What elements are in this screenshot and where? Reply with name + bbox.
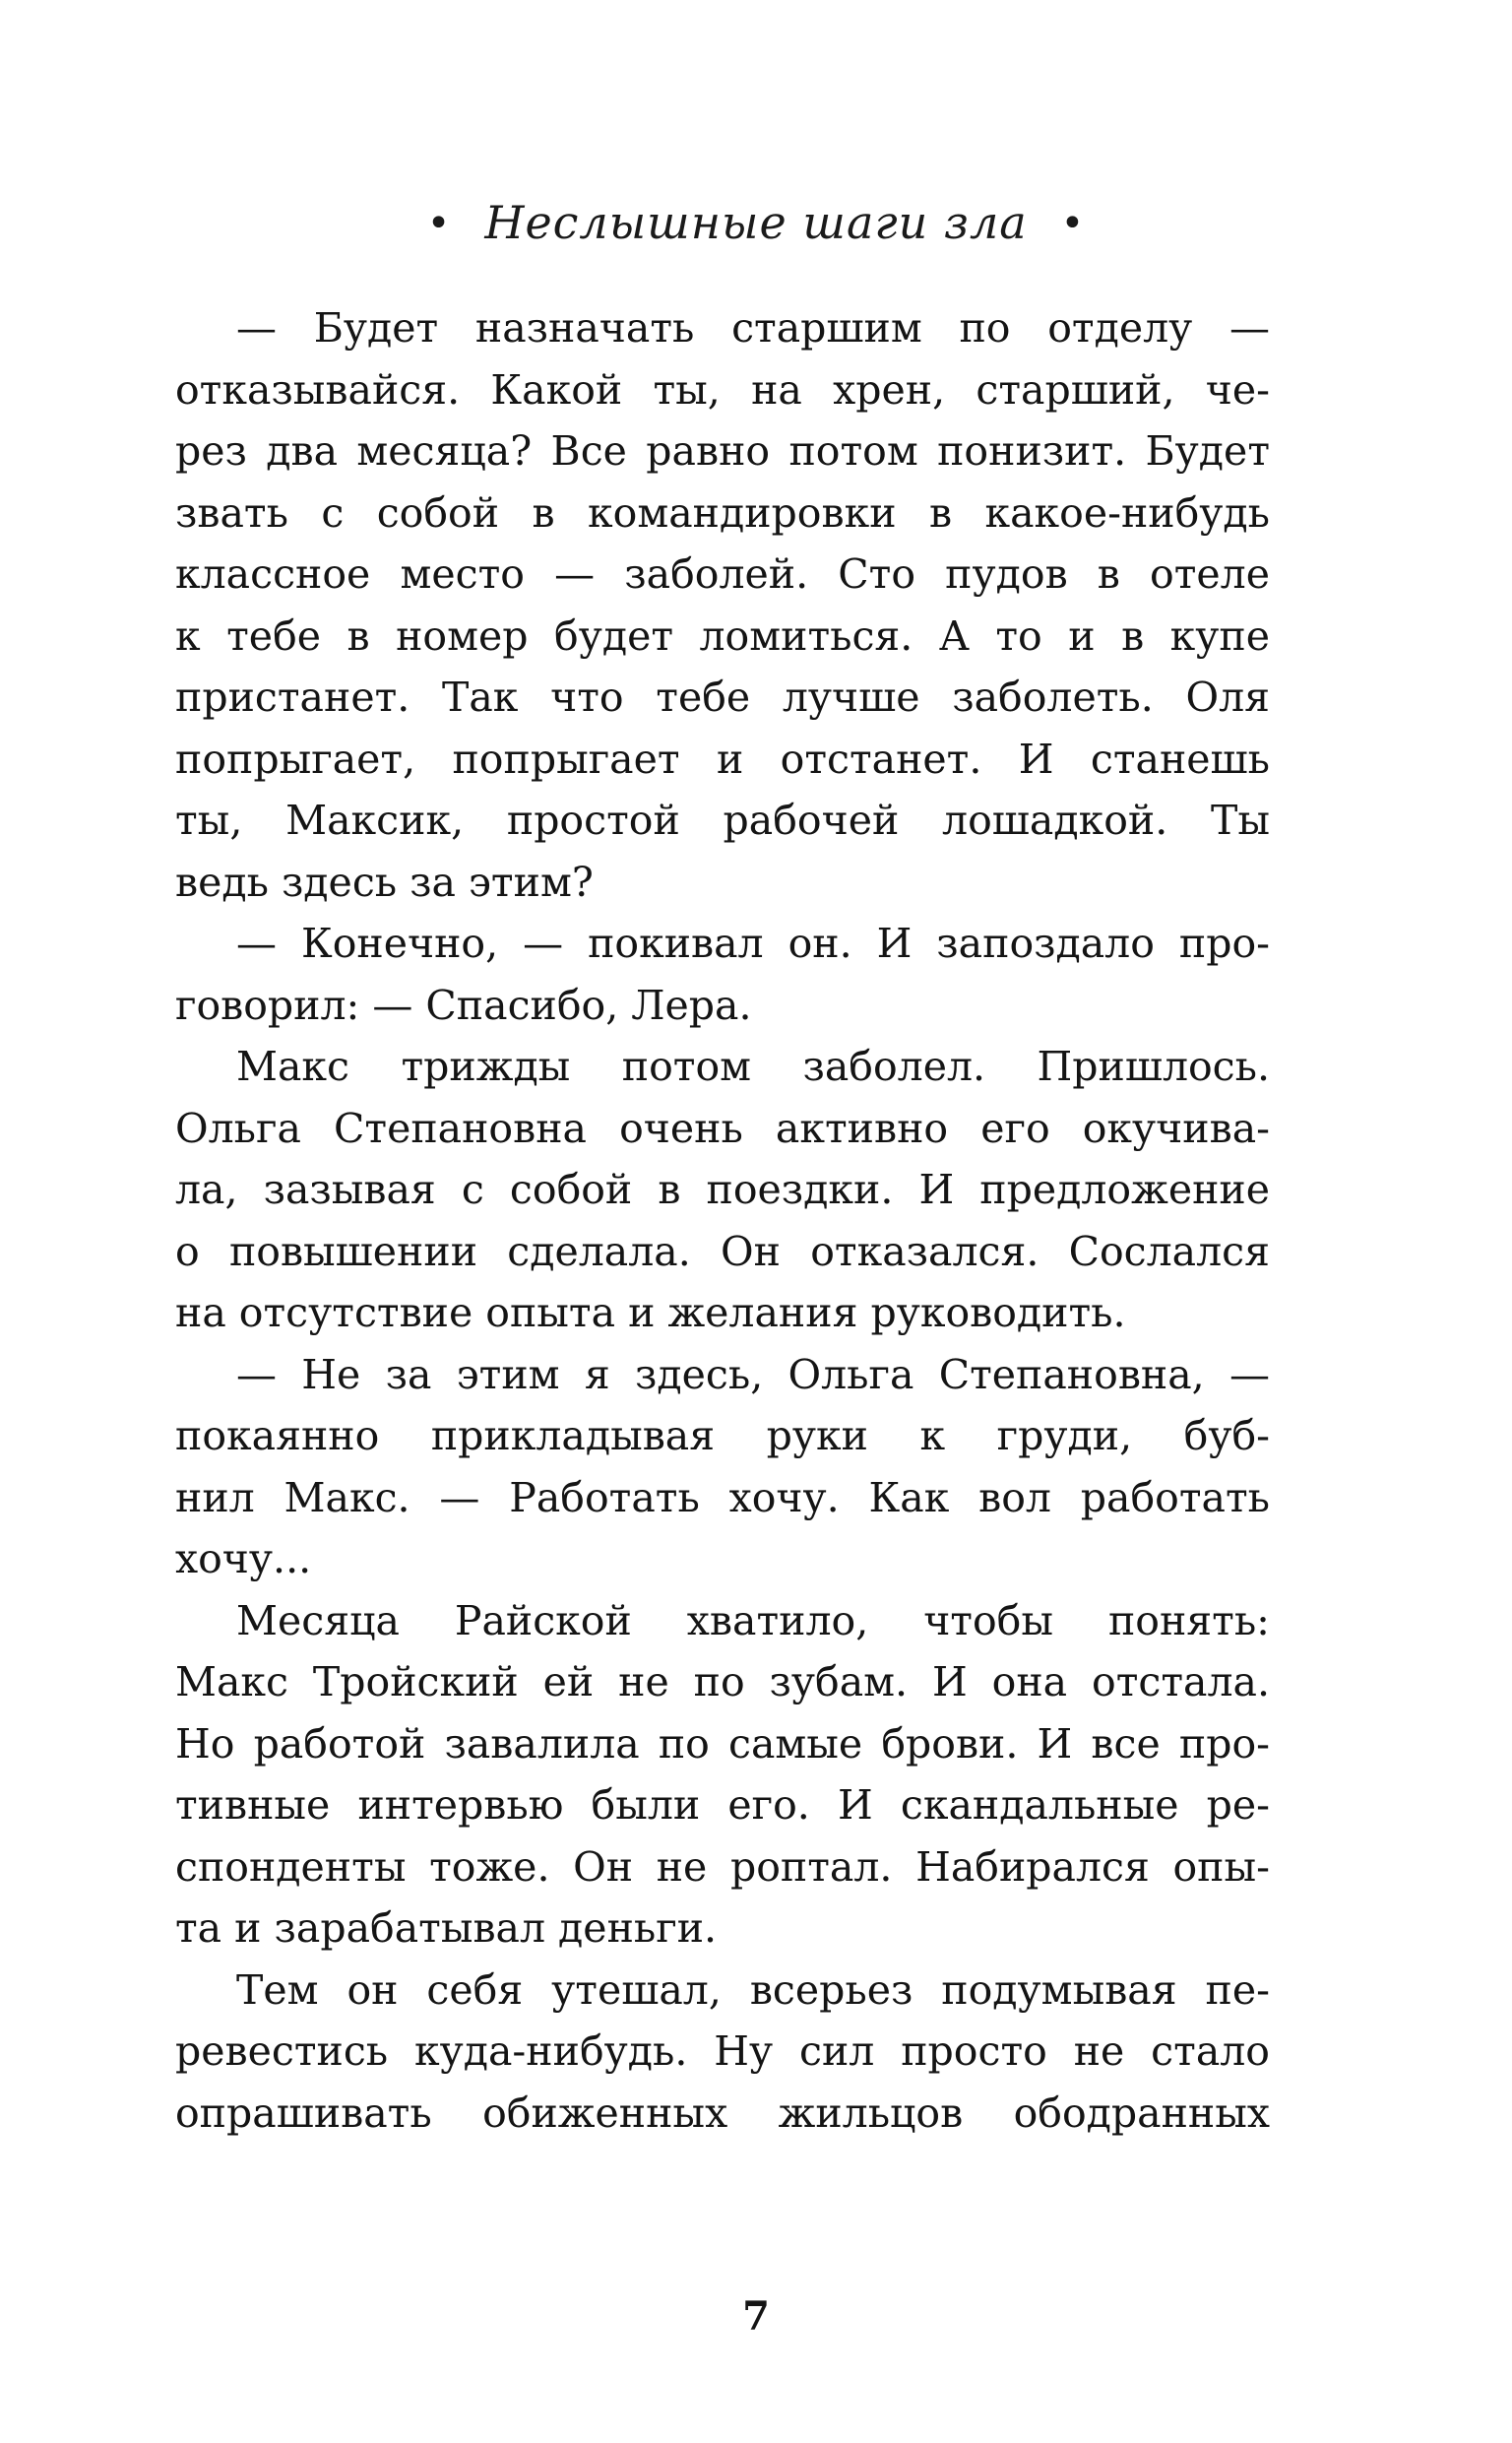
text-line: на отсутствие опыта и желания руководить.	[175, 1289, 1126, 1336]
text-line: — Конечно, — покивал он. И запоздало про-	[236, 920, 1270, 967]
text-line: Тем он себя утешал, всерьез подумывая пе-	[236, 1965, 1270, 2014]
text-line: пристанет. Так что тебе лучше заболеть. Оля	[175, 674, 1270, 721]
text-line: нил Макс. — Работать хочу. Как вол работать	[175, 1473, 1270, 1521]
header-bullet-left: •	[426, 201, 452, 246]
text-line: Макс Тройский ей не по зубам. И она отстала.	[175, 1658, 1270, 1705]
text-line: ты, Максик, простой рабочей лошадкой. Ты	[175, 797, 1270, 844]
text-line: тивные интервью были его. И скандальные ре-	[175, 1781, 1270, 1829]
text-line: Месяца Райской хватило, чтобы понять:	[236, 1596, 1270, 1644]
text-line: хочу...	[175, 1535, 312, 1582]
text-line: ведь здесь за этим?	[175, 858, 594, 906]
text-line: Макс трижды потом заболел. Пришлось.	[236, 1043, 1270, 1090]
text-line: ревестись куда-нибудь. Ну сил просто не стало	[175, 2027, 1270, 2075]
text-line: классное место — заболей. Сто пудов в отеле	[175, 550, 1270, 598]
page-number: 7	[742, 2293, 770, 2340]
text-line: говорил: — Спасибо, Лера.	[175, 981, 752, 1029]
text-line: та и зарабатывал деньги.	[175, 1904, 718, 1952]
body-text	[175, 297, 1270, 2144]
book-title: Неслышные шаги зла	[484, 196, 1028, 249]
text-line: покаянно прикладывая руки к груди, буб-	[175, 1412, 1270, 1459]
text-line: звать с собой в командировки в какое-нибудь	[175, 488, 1270, 537]
text-line: к тебе в номер будет ломиться. А то и в купе	[175, 611, 1270, 660]
text-line: спонденты тоже. Он не роптал. Набирался опы-	[175, 1842, 1270, 1891]
text-line: опрашивать обиженных жильцов ободранных	[175, 2089, 1270, 2137]
text-line: о повышении сделала. Он отказался. Сослался	[175, 1227, 1270, 1275]
text-line: Ольга Степановна очень активно его окучива-	[175, 1104, 1270, 1152]
header-bullet-right: •	[1060, 201, 1086, 246]
text-line: отказывайся. Какой ты, на хрен, старший, че-	[175, 365, 1270, 414]
text-line: — Не за этим я здесь, Ольга Степановна, —	[236, 1350, 1270, 1398]
text-line: Но работой завалила по самые брови. И все про-	[175, 1719, 1270, 1768]
text-line: — Будет назначать старшим по отделу —	[236, 304, 1270, 352]
text-line: ла, зазывая с собой в поездки. И предложение	[175, 1166, 1270, 1213]
running-header	[0, 193, 1512, 253]
text-line: попрыгает, попрыгает и отстанет. И станешь	[175, 735, 1270, 783]
text-line: рез два месяца? Все равно потом понизит. Будет	[175, 427, 1270, 475]
